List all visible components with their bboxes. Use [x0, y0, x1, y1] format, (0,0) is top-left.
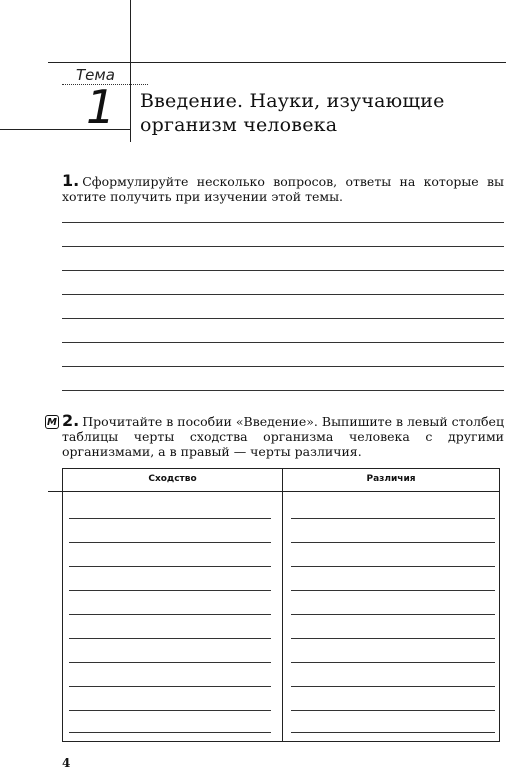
table-answer-line[interactable]: [69, 710, 271, 711]
table-answer-line[interactable]: [291, 542, 495, 543]
answer-line[interactable]: [62, 390, 504, 391]
table-answer-line[interactable]: [291, 614, 495, 615]
table-answer-line[interactable]: [69, 542, 271, 543]
table-answer-line[interactable]: [69, 518, 271, 519]
task-1: [62, 173, 504, 204]
table-column-divider: [282, 469, 283, 741]
table-answer-line[interactable]: [69, 638, 271, 639]
task-1-text: Сформулируйте несколько вопросов, ответы на которые вы хотите получить при изучении этой темы.: [62, 174, 504, 204]
answer-line[interactable]: [62, 318, 504, 319]
task-2-text: Прочитайте в пособии «Введение». Выпишите в левый столбец таблицы черты сходства организма человека с другими организмами, а в правый — черты различия.: [62, 414, 504, 459]
answer-line[interactable]: [62, 222, 504, 223]
page-number: 4: [62, 756, 71, 770]
answer-line[interactable]: [62, 342, 504, 343]
task-1-number: 1.: [62, 171, 80, 190]
table-answer-line[interactable]: [291, 566, 495, 567]
table-answer-line[interactable]: [69, 590, 271, 591]
table-answer-line[interactable]: [69, 686, 271, 687]
table-answer-line[interactable]: [69, 662, 271, 663]
comparison-table: [62, 468, 500, 742]
table-header-similarity: Сходство: [148, 474, 197, 484]
answer-line[interactable]: [62, 270, 504, 271]
table-answer-line[interactable]: [291, 638, 495, 639]
table-header-line: [63, 491, 499, 492]
topic-number: 1: [86, 80, 116, 134]
table-answer-line[interactable]: [291, 662, 495, 663]
table-left-margin-line: [48, 491, 62, 492]
task-2-number: 2.: [62, 411, 80, 430]
manual-icon: М: [45, 415, 59, 429]
table-answer-line[interactable]: [291, 590, 495, 591]
task-2: [62, 413, 504, 459]
table-answer-line[interactable]: [69, 732, 271, 733]
answer-line[interactable]: [62, 246, 504, 247]
header-top-line: [48, 62, 506, 63]
table-answer-line[interactable]: [69, 566, 271, 567]
table-answer-line[interactable]: [291, 710, 495, 711]
answer-line[interactable]: [62, 366, 504, 367]
table-answer-line[interactable]: [291, 518, 495, 519]
margin-vertical-line: [130, 0, 131, 142]
table-answer-line[interactable]: [291, 732, 495, 733]
table-header-differences: Различия: [366, 474, 416, 484]
page-title: Введение. Науки, изучающие организм человека: [140, 90, 445, 136]
table-answer-line[interactable]: [291, 686, 495, 687]
answer-line[interactable]: [62, 294, 504, 295]
table-answer-line[interactable]: [69, 614, 271, 615]
topic-label: Тема: [76, 66, 115, 84]
